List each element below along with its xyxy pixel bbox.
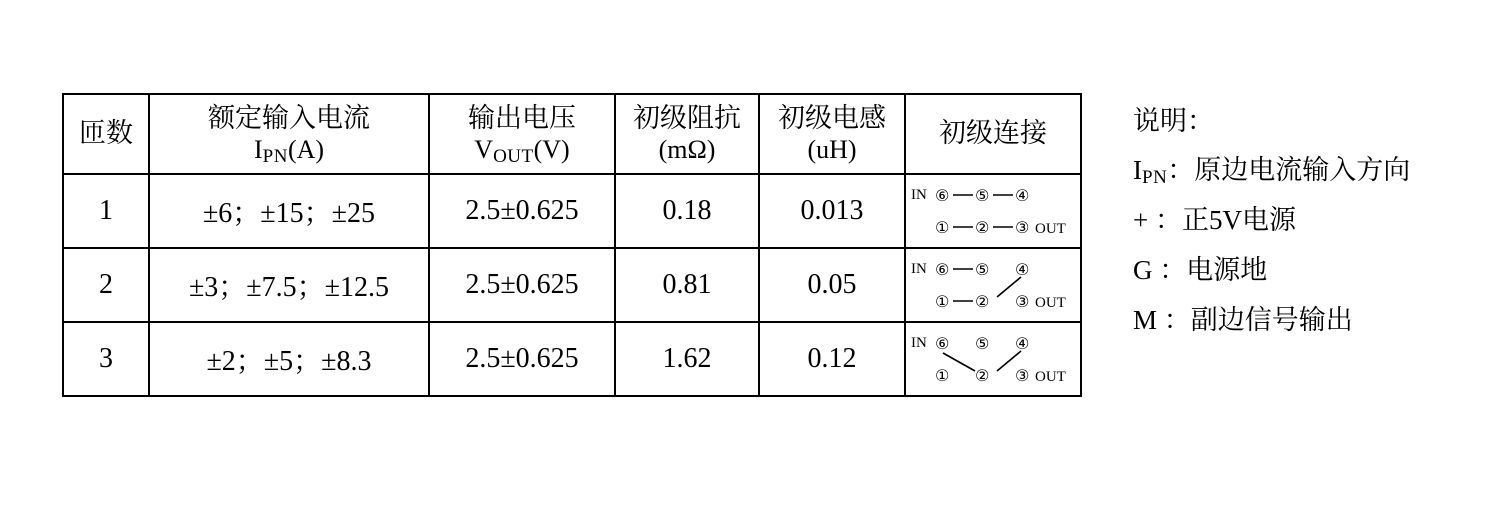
cell-connection	[905, 248, 1081, 322]
svg-text:①: ①	[935, 218, 950, 237]
cell-impedance: 0.18	[615, 174, 759, 248]
svg-text:⑤: ⑤	[975, 260, 990, 279]
legend-symbol-ipn: IPN	[1133, 155, 1168, 188]
legend-text-m: ：副边信号输出	[1163, 305, 1353, 335]
header-rated-input-current: 额定输入电流 IPN(A)	[149, 94, 429, 174]
svg-text:②: ②	[975, 292, 990, 311]
header-ipn-unit: IPN(A)	[253, 134, 325, 167]
legend	[1133, 108, 1410, 357]
svg-text:③: ③	[1015, 218, 1030, 237]
spec-table	[62, 93, 1082, 397]
svg-text:OUT: OUT	[1035, 221, 1066, 237]
svg-text:⑥: ⑥	[935, 334, 950, 353]
cell-connection	[905, 322, 1081, 396]
svg-text:②: ②	[975, 218, 990, 237]
svg-text:⑥: ⑥	[935, 186, 950, 205]
cell-connection	[905, 174, 1081, 248]
connection-diagram-3	[907, 327, 1079, 391]
cell-vout: 2.5±0.625	[429, 322, 615, 396]
table-row	[63, 174, 1081, 248]
cell-vout: 2.5±0.625	[429, 174, 615, 248]
header-vout-unit: VOUT(V)	[474, 134, 570, 167]
svg-text:④: ④	[1015, 260, 1030, 279]
connection-diagram-2	[907, 253, 1079, 317]
legend-item-ipn	[1133, 155, 1411, 188]
table-row	[63, 322, 1081, 396]
legend-symbol-m: M	[1133, 305, 1158, 335]
svg-text:①: ①	[935, 292, 950, 311]
svg-text:IN: IN	[911, 187, 927, 203]
cell-current: ±2；±5；±8.3	[149, 322, 429, 396]
cell-inductance: 0.05	[759, 248, 905, 322]
table-body	[63, 174, 1081, 396]
svg-text:⑤: ⑤	[975, 186, 990, 205]
header-primary-connection: 初级连接	[905, 94, 1081, 174]
cell-current: ±3；±7.5；±12.5	[149, 248, 429, 322]
table-row	[63, 248, 1081, 322]
legend-item-m	[1133, 307, 1410, 334]
svg-text:IN: IN	[911, 335, 927, 351]
spec-table-container	[62, 93, 1082, 397]
svg-text:OUT: OUT	[1035, 295, 1066, 311]
svg-text:①: ①	[935, 366, 950, 385]
legend-item-plus	[1133, 207, 1410, 234]
table-header	[63, 94, 1081, 174]
cell-inductance: 0.12	[759, 322, 905, 396]
svg-text:③: ③	[1015, 366, 1030, 385]
cell-vout: 2.5±0.625	[429, 248, 615, 322]
legend-text-ipn: ：原边电流输入方向	[1167, 155, 1411, 185]
cell-impedance: 0.81	[615, 248, 759, 322]
legend-text-plus: ：正5V电源	[1154, 205, 1296, 235]
header-turns: 匝数	[63, 94, 149, 174]
cell-impedance: 1.62	[615, 322, 759, 396]
svg-text:⑥: ⑥	[935, 260, 950, 279]
header-primary-impedance: 初级阻抗 (mΩ)	[615, 94, 759, 174]
legend-title: 说明：	[1133, 106, 1214, 136]
cell-turns: 1	[63, 174, 149, 248]
svg-text:④: ④	[1015, 186, 1030, 205]
cell-current: ±6；±15；±25	[149, 174, 429, 248]
svg-text:IN: IN	[911, 261, 927, 277]
legend-symbol-plus: +	[1133, 205, 1149, 235]
connection-diagram-1	[907, 179, 1079, 243]
svg-text:OUT: OUT	[1035, 369, 1066, 385]
cell-turns: 3	[63, 322, 149, 396]
legend-text-g: ：电源地	[1159, 255, 1268, 285]
svg-text:②: ②	[975, 366, 990, 385]
legend-item-g	[1133, 257, 1410, 284]
svg-text:③: ③	[1015, 292, 1030, 311]
svg-text:④: ④	[1015, 334, 1030, 353]
table-header-row	[63, 94, 1081, 174]
legend-symbol-g: G	[1133, 255, 1153, 285]
header-output-voltage: 输出电压 VOUT(V)	[429, 94, 615, 174]
header-primary-inductance: 初级电感 (uH)	[759, 94, 905, 174]
cell-turns: 2	[63, 248, 149, 322]
svg-text:⑤: ⑤	[975, 334, 990, 353]
cell-inductance: 0.013	[759, 174, 905, 248]
